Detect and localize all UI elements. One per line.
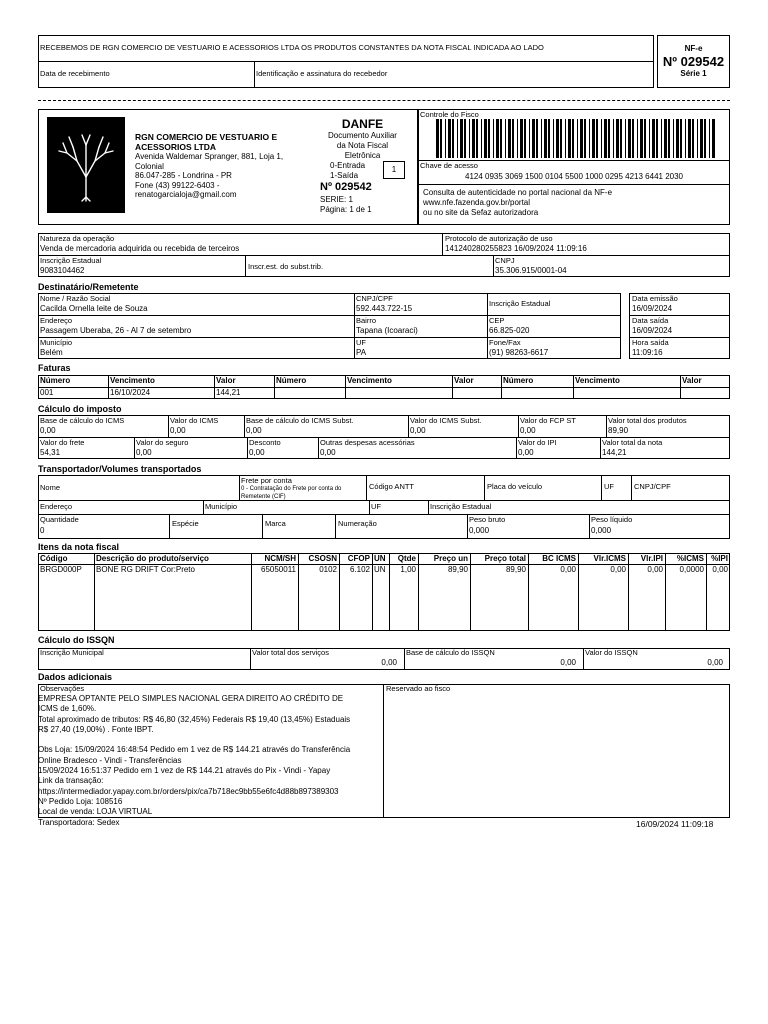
recipient-cep-label: CEP	[489, 316, 505, 325]
tax-value: 0,00	[170, 426, 186, 435]
invoice-column-divider	[501, 375, 502, 399]
items-header: %ICMS	[676, 554, 704, 563]
barcode-bar	[481, 119, 482, 158]
tax-column-divider	[168, 415, 169, 437]
barcode-bar	[700, 119, 703, 158]
invoice-header: Vencimento	[575, 376, 620, 385]
emitter-cnpj-value: 35.306.915/0001-04	[495, 266, 567, 275]
items-column-divider	[706, 553, 707, 631]
observation-line: Total aproximado de tributos: R$ 46,80 (32,45%) Federais R$ 19,40 (13,45%) Estaduais	[38, 714, 351, 724]
barcode-bar	[568, 119, 571, 158]
barcode-bar	[613, 119, 614, 158]
tax-value: 144,21	[602, 448, 627, 457]
tax-label: Valor do seguro	[136, 438, 189, 447]
tax-column-divider	[244, 415, 245, 437]
observation-line: R$ 27,40 (19,00%) . Fonte IBPT.	[38, 724, 154, 734]
exit-date-label: Data saída	[632, 316, 669, 325]
access-key-label: Chave de acesso	[420, 161, 478, 170]
barcode-bar	[493, 119, 494, 158]
protocol-label: Protocolo de autorização de uso	[445, 234, 553, 243]
barcode-bar	[536, 119, 538, 158]
invoices-section-title: Faturas	[38, 363, 71, 373]
items-header: BC ICMS	[542, 554, 576, 563]
tax-label: Valor do ICMS	[170, 416, 219, 425]
items-column-divider	[470, 553, 471, 631]
services-total-label: Valor total dos serviços	[252, 648, 329, 657]
tax-label: Valor do IPI	[518, 438, 557, 447]
barcode-bar	[508, 119, 511, 158]
barcode-bar	[512, 119, 514, 158]
recipient-city-label: Município	[40, 338, 73, 347]
items-header: Preço total	[484, 554, 526, 563]
barcode-bar	[452, 119, 454, 158]
invoice-column-divider	[452, 375, 453, 399]
barcode-bar	[565, 119, 566, 158]
tax-value: 0,00	[246, 426, 262, 435]
access-key-barcode	[436, 119, 716, 158]
tax-label: Base de cálculo do ICMS Subst.	[246, 416, 354, 425]
invoice-column-divider	[214, 375, 215, 399]
barcode-bar	[580, 119, 583, 158]
invoice-column-divider	[680, 375, 681, 399]
observation-line: Local de venda: LOJA VIRTUAL	[38, 807, 153, 817]
barcode-bar	[469, 119, 470, 158]
barcode-bar	[440, 119, 442, 158]
barcode-bar	[676, 119, 679, 158]
tax-label: Valor total da nota	[602, 438, 663, 447]
danfe-number: Nº 029542	[320, 181, 372, 193]
items-column-divider	[578, 553, 579, 631]
barcode-bar	[712, 119, 715, 158]
tax-label: Valor do FCP ST	[520, 416, 576, 425]
barcode-bar	[601, 119, 602, 158]
issqn-base-label: Base de cálculo do ISSQN	[406, 648, 495, 657]
tax-value: 0,00	[40, 426, 56, 435]
emitter-address: Avenida Waldemar Spranger, 881, Loja 1, Colonial 86.047-285 - Londrina - PR Fone (43) 99122-6403 - renatogarcialoja@gmail.com	[135, 152, 284, 199]
barcode-bar	[472, 119, 475, 158]
tax-column-divider	[518, 415, 519, 437]
recipient-cpf-label: CNPJ/CPF	[356, 294, 393, 303]
invoice-header: Número	[276, 376, 307, 385]
observation-line: EMPRESA OPTANTE PELO SIMPLES NACIONAL GERA DIREITO AO CRÉDITO DE	[38, 694, 344, 703]
recipient-section-title: Destinatário/Remetente	[38, 282, 139, 292]
item-cell: 6.102	[349, 565, 370, 574]
item-cell: 89,90	[447, 565, 468, 574]
emitter-ie-label: Inscrição Estadual	[40, 256, 102, 265]
observation-line: ICMS de 1,60%.	[38, 704, 97, 714]
item-cell: 0,00	[647, 565, 663, 574]
barcode-bar	[520, 119, 523, 158]
exit-hour-value: 11:09:16	[632, 348, 663, 357]
barcode-bar	[616, 119, 619, 158]
tax-value: 0,00	[410, 426, 426, 435]
barcode-bar	[656, 119, 658, 158]
observation-line: Nº Pedido Loja: 108516	[38, 796, 123, 806]
exit-hour-label: Hora saída	[632, 338, 669, 347]
tax-column-divider	[318, 437, 319, 459]
items-header: CSOSN	[308, 554, 337, 563]
invoice-header: Vencimento	[347, 376, 392, 385]
antt-label: Código ANTT	[369, 482, 415, 491]
items-header: Descrição do produto/serviço	[96, 554, 209, 563]
items-column-divider	[628, 553, 629, 631]
barcode-bar	[560, 119, 562, 158]
recipient-name-label: Nome / Razão Social	[40, 294, 111, 303]
emitter-name: RGN COMERCIO DE VESTUARIO E ACESSORIOS LTDA	[135, 132, 278, 152]
items-header: UN	[374, 554, 386, 563]
quantity-value: 0	[40, 526, 45, 535]
nfe-serie: Série 1	[680, 69, 707, 78]
barcode-bar	[556, 119, 559, 158]
barcode-bar	[589, 119, 590, 158]
tax-value: 0,00	[320, 448, 336, 457]
tax-column-divider	[600, 437, 601, 459]
barcode-bar	[680, 119, 682, 158]
barcode-bar	[496, 119, 499, 158]
emitter-ie-value: 9083104462	[40, 266, 85, 275]
barcode-bar	[692, 119, 694, 158]
recipient-district-value: Tapana (Icoaraci)	[356, 326, 418, 335]
barcode-bar	[664, 119, 667, 158]
net-weight-label: Peso líquido	[591, 515, 633, 524]
barcode-bar	[484, 119, 487, 158]
barcode-bar	[668, 119, 670, 158]
tax-label: Valor do frete	[40, 438, 85, 447]
nature-value: Venda de mercadoria adquirida ou recebida de terceiros	[40, 244, 240, 253]
recipient-city-value: Belém	[40, 348, 63, 357]
barcode-bar	[596, 119, 598, 158]
danfe-title: DANFE	[341, 117, 384, 131]
gross-weight-value: 0,000	[469, 526, 490, 535]
observation-line: Transportadora: Sedex	[38, 817, 120, 827]
item-cell: 0102	[319, 565, 337, 574]
tax-value: 54,31	[40, 448, 61, 457]
access-key-value: 4124 0935 3069 1500 0104 5500 1000 0295 4213 6441 2030	[465, 172, 683, 181]
observation-line: Online Bradesco - Vindi - Transferências	[38, 755, 182, 765]
tax-column-divider	[516, 437, 517, 459]
items-column-divider	[418, 553, 419, 631]
barcode-bar	[500, 119, 502, 158]
items-column-divider	[251, 553, 252, 631]
barcode-bar	[604, 119, 607, 158]
items-header: CFOP	[347, 554, 370, 563]
barcode-bar	[632, 119, 634, 158]
barcode-bar	[448, 119, 451, 158]
reserved-label: Reservado ao fisco	[386, 684, 451, 693]
barcode-bar	[445, 119, 446, 158]
items-header: Qtde	[397, 554, 416, 563]
recipient-cpf-value: 592.443.722-15	[356, 304, 413, 313]
barcode-bar	[457, 119, 458, 158]
item-cell: 0,00	[610, 565, 626, 574]
danfe-serie-page: SERIE: 1 Página: 1 de 1	[320, 195, 372, 214]
barcode-bar	[488, 119, 490, 158]
invoice-column-divider	[108, 375, 109, 399]
barcode-bar	[697, 119, 698, 158]
operation-type-box: 1	[383, 161, 405, 179]
barcode-bar	[644, 119, 646, 158]
items-column-divider	[298, 553, 299, 631]
print-timestamp: 16/09/2024 11:09:18	[636, 819, 714, 829]
services-total-value: 0,00	[381, 658, 397, 667]
observation-line: Obs Loja: 15/09/2024 16:48:54 Pedido em 1 vez de R$ 144.21 através do Transferência	[38, 745, 351, 755]
item-cell: 0,0000	[679, 565, 704, 574]
barcode-bar	[625, 119, 626, 158]
carrier-ie-label: Inscrição Estadual	[430, 502, 492, 511]
net-weight-value: 0,000	[591, 526, 612, 535]
barcode-bar	[553, 119, 554, 158]
nfe-number: Nº 029542	[662, 54, 725, 69]
invoice-value: 144,21	[216, 388, 241, 397]
receipt-sign-label: Identificação e assinatura do recebedor	[256, 69, 388, 78]
barcode-bar	[532, 119, 535, 158]
brand-label: Marca	[265, 519, 286, 528]
tax-label: Base de cálculo do ICMS	[40, 416, 125, 425]
invoice-header: Número	[503, 376, 534, 385]
carrier-name-label: Nome	[40, 483, 61, 492]
exit-date-value: 16/09/2024	[632, 326, 673, 335]
barcode-bar	[709, 119, 710, 158]
barcode-bar	[592, 119, 595, 158]
carrier-uf2-label: UF	[371, 502, 381, 511]
barcode-bar	[436, 119, 439, 158]
item-cell: BONE RG DRIFT Cor:Preto	[96, 565, 195, 574]
barcode-bar	[637, 119, 638, 158]
item-cell: 1,00	[400, 565, 416, 574]
barcode-bar	[460, 119, 463, 158]
barcode-bar	[548, 119, 550, 158]
tree-logo-icon	[47, 117, 125, 213]
species-label: Espécie	[172, 519, 199, 528]
item-cell: UN	[374, 565, 386, 574]
barcode-bar	[584, 119, 586, 158]
barcode-bar	[673, 119, 674, 158]
items-column-divider	[372, 553, 373, 631]
barcode-bar	[640, 119, 643, 158]
barcode-bar	[628, 119, 631, 158]
barcode-bar	[685, 119, 686, 158]
barcode-bar	[541, 119, 542, 158]
invoice-column-divider	[573, 375, 574, 399]
items-header: Vlr.IPI	[640, 554, 663, 563]
plate-label: Placa do veículo	[487, 482, 543, 491]
recipient-phone-label: Fone/Fax	[489, 338, 521, 347]
barcode-bar	[577, 119, 578, 158]
barcode-bar	[620, 119, 622, 158]
tax-value: 0,00	[249, 448, 265, 457]
municipal-registration-label: Inscrição Municipal	[40, 648, 104, 657]
recipient-address-label: Endereço	[40, 316, 73, 325]
recipient-ie-label: Inscrição Estadual	[489, 299, 551, 308]
tax-value: 0,00	[518, 448, 534, 457]
items-header: Preço un	[433, 554, 468, 563]
observation-line	[38, 735, 350, 745]
issqn-section-title: Cálculo do ISSQN	[38, 635, 115, 645]
carrier-uf-label: UF	[604, 482, 614, 491]
items-column-divider	[389, 553, 390, 631]
invoice-header: Número	[40, 376, 71, 385]
issqn-base-value: 0,00	[560, 658, 576, 667]
observation-line: Link da transação:	[38, 776, 104, 786]
items-header: Código	[40, 554, 68, 563]
quantity-label: Quantidade	[40, 515, 79, 524]
item-cell: 65050011	[261, 565, 296, 574]
barcode-bar	[704, 119, 706, 158]
items-header: %IPI	[711, 554, 728, 563]
barcode-bar	[505, 119, 506, 158]
gross-weight-label: Peso bruto	[469, 515, 506, 524]
barcode-bar	[464, 119, 466, 158]
tax-label: Valor total dos produtos	[608, 416, 687, 425]
barcode-bar	[524, 119, 526, 158]
barcode-bar	[608, 119, 610, 158]
barcode-bar	[544, 119, 547, 158]
entry-exit-labels: 0-Entrada 1-Saída	[330, 161, 366, 180]
subst-ie-label: Inscr.est. do subst.trib.	[248, 262, 324, 271]
observation-line: https://intermediador.yapay.com.br/orders/pix/ca7b718ec9bb55e6fc4d88b897389303	[38, 786, 339, 796]
tax-value: 0,00	[520, 426, 536, 435]
carrier-cnpj-label: CNPJ/CPF	[634, 482, 671, 491]
item-cell: 0,00	[560, 565, 576, 574]
transport-section-title: Transportador/Volumes transportados	[38, 464, 202, 474]
issqn-value-value: 0,00	[707, 658, 723, 667]
receipt-date-label: Data de recebimento	[40, 69, 110, 78]
tax-column-divider	[606, 415, 607, 437]
item-cell: 0,00	[712, 565, 728, 574]
recipient-name-value: Cacilda Ornella leite de Souza	[40, 304, 148, 313]
invoice-header: Valor	[454, 376, 474, 385]
barcode-bar	[517, 119, 518, 158]
nfe-label: NF-e	[684, 44, 703, 53]
barcode-bar	[661, 119, 662, 158]
carrier-city-label: Município	[205, 502, 238, 511]
recipient-uf-label: UF	[356, 338, 366, 347]
invoice-column-divider	[274, 375, 275, 399]
carrier-address-label: Endereço	[40, 502, 73, 511]
issqn-value-label: Valor do ISSQN	[585, 648, 638, 657]
emission-value: 16/09/2024	[632, 304, 673, 313]
items-column-divider	[665, 553, 666, 631]
tax-value: 89,90	[608, 426, 629, 435]
fisco-control-label: Controle do Fisco	[420, 110, 479, 119]
nature-label: Natureza da operação	[40, 234, 115, 243]
invoice-header: Valor	[682, 376, 702, 385]
additional-section-title: Dados adicionais	[38, 672, 113, 682]
observation-line: 15/09/2024 16:51:37 Pedido em 1 vez de R$ 144.21 através do Pix - Vindi - Yapay	[38, 766, 331, 776]
receipt-text: RECEBEMOS DE RGN COMERCIO DE VESTUARIO E ACESSORIOS LTDA OS PRODUTOS CONSTANTES DA NOTA FISCAL INDICADA AO LADO	[40, 43, 544, 52]
barcode-bar	[572, 119, 574, 158]
invoice-header: Valor	[216, 376, 236, 385]
observations-text	[38, 694, 350, 828]
danfe-subtitle: Documento Auxiliar da Nota Fiscal Eletrônica	[328, 131, 397, 160]
freight-label: Frete por conta	[241, 476, 292, 485]
invoice-due-date: 16/10/2024	[110, 388, 151, 397]
tax-column-divider	[134, 437, 135, 459]
invoice-number: 001	[40, 388, 54, 397]
invoice-header: Vencimento	[110, 376, 155, 385]
freight-value: 0 - Contratação do Frete por conta do Remetente (CIF)	[241, 486, 342, 500]
barcode-bar	[476, 119, 478, 158]
protocol-value: 141240280255823 16/09/2024 11:09:16	[445, 244, 587, 253]
recipient-address-value: Passagem Uberaba, 26 - Al 7 de setembro	[40, 326, 192, 335]
barcode-bar	[649, 119, 650, 158]
recipient-uf-value: PA	[356, 348, 367, 357]
items-header: Vlr.ICMS	[593, 554, 626, 563]
items-column-divider	[94, 553, 95, 631]
tax-column-divider	[247, 437, 248, 459]
consult-text: Consulta de autenticidade no portal nacional da NF-e www.nfe.fazenda.gov.br/portal ou no site da Sefaz autorizadora	[423, 188, 613, 217]
observations-label: Observações	[40, 684, 85, 693]
tax-value: 0,00	[136, 448, 152, 457]
recipient-phone-value: (91) 98263-6617	[489, 348, 549, 357]
cut-line	[38, 100, 730, 101]
tax-label: Outras despesas acessórias	[320, 438, 415, 447]
tax-label: Desconto	[249, 438, 281, 447]
recipient-district-label: Bairro	[356, 316, 377, 325]
numbering-label: Numeração	[338, 519, 377, 528]
emitter-cnpj-label: CNPJ	[495, 256, 515, 265]
item-cell: 89,90	[505, 565, 526, 574]
company-logo	[47, 117, 125, 213]
tax-section-title: Cálculo do imposto	[38, 404, 122, 414]
item-cell: BRGD000P	[40, 565, 82, 574]
emission-label: Data emissão	[632, 294, 678, 303]
items-column-divider	[339, 553, 340, 631]
items-section-title: Itens da nota fiscal	[38, 542, 120, 552]
recipient-cep-value: 66.825-020	[489, 326, 530, 335]
invoice-column-divider	[345, 375, 346, 399]
barcode-bar	[529, 119, 530, 158]
barcode-bar	[688, 119, 691, 158]
items-column-divider	[528, 553, 529, 631]
barcode-bar	[652, 119, 655, 158]
tax-label: Valor do ICMS Subst.	[410, 416, 482, 425]
tax-column-divider	[408, 415, 409, 437]
items-header: NCM/SH	[264, 554, 296, 563]
